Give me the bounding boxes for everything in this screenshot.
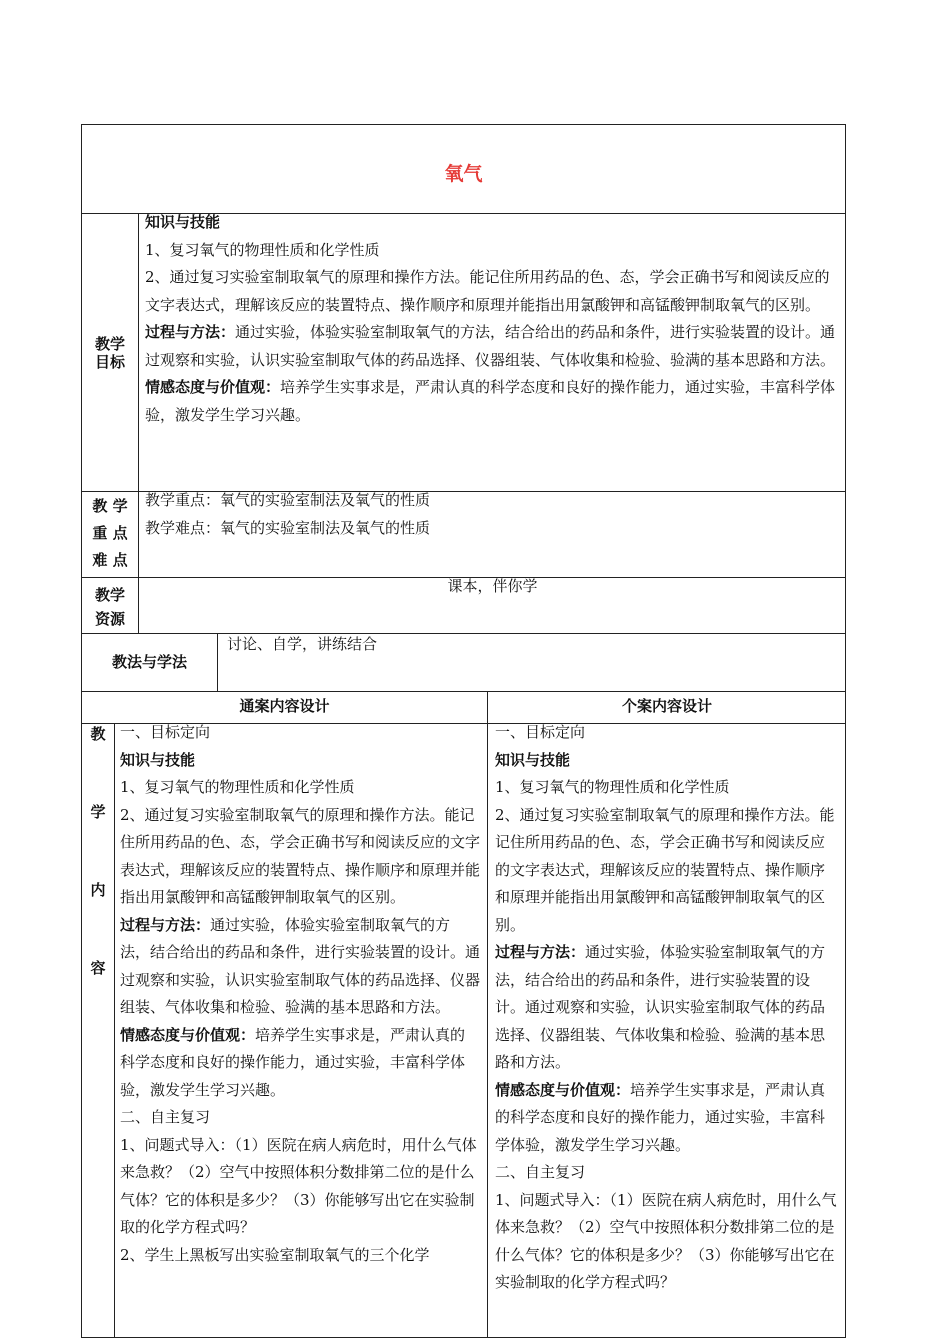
side-label-char: 学 xyxy=(90,803,106,821)
individual-item-2: 2、通过复习实验室制取氧气的原理和操作方法。能记住所用药品的色、态，学会正确书写和阅读反应的文字表达式，理解该反应的装置特点、操作顺序和原理并能指出用氯酸钾和高锰酸钾制取氧气的区别。 xyxy=(495,805,835,934)
common-emotion xyxy=(120,1022,480,1105)
individual-item-1: 1、复习氧气的物理性质和化学性质 xyxy=(495,778,730,796)
resources-label-line1: 教学 xyxy=(94,586,125,604)
common-item-2: 2、通过复习实验室制取氧气的原理和操作方法。能记住所用药品的色、态，学会正确书写和阅读反应的文字表达式，理解该反应的装置特点、操作顺序和原理并能指出用氯酸钾和高锰酸钾制取氧气的区别。 xyxy=(120,805,481,906)
objectives-label-line1: 教学 xyxy=(94,335,125,353)
keypoints-label-line1: 教 学 xyxy=(92,497,128,515)
common-question-2: 2、学生上黑板写出实验室制取氧气的三个化学 xyxy=(120,1245,430,1264)
individual-emotion xyxy=(495,1077,839,1160)
keypoints-focus: 教学重点：氧气的实验室制法及氧气的性质 xyxy=(145,491,431,509)
objectives-emotion xyxy=(145,374,842,429)
keypoints-content xyxy=(145,487,842,542)
common-heading-knowledge: 知识与技能 xyxy=(120,750,196,769)
common-heading-emotion: 情感态度与价值观： xyxy=(120,1025,256,1044)
objectives-emotion-text: 培养学生实事求是，严肃认真的科学态度和良好的操作能力，通过实验，丰富科学体验，激发学生学习兴趣。 xyxy=(145,378,836,424)
objectives-process-text: 通过实验，体验实验室制取氧气的方法，结合给出的药品和条件，进行实验装置的设计。通过观察和实验，认识实验室制取气体的药品选择、仪器组装、气体收集和检验、验满的基本思路和方法。 xyxy=(145,323,836,369)
page-title: 氧气 xyxy=(444,163,483,185)
individual-heading-emotion: 情感态度与价值观： xyxy=(495,1080,631,1099)
individual-section-2: 二、自主复习 xyxy=(495,1163,586,1181)
divider xyxy=(487,691,488,1338)
divider xyxy=(217,633,218,691)
individual-question-1: 1、问题式导入：（1）医院在病人病危时，用什么气体来急救？（2）空气中按照体积分数排第二位的是什么气体？它的体积是多少？（3）你能够写出它在实验制取的化学方程式吗？ xyxy=(495,1190,837,1291)
keypoints-label-line2: 重 点 xyxy=(92,524,128,542)
individual-heading-process: 过程与方法： xyxy=(495,943,586,961)
side-label-char: 教 xyxy=(90,725,106,743)
objectives-label xyxy=(82,335,138,371)
common-design-content xyxy=(120,719,480,1269)
individual-section-1: 一、目标定向 xyxy=(495,723,586,741)
objectives-process xyxy=(145,319,842,374)
individual-process-text: 通过实验，体验实验室制取氧气的方法，结合给出的药品和条件，进行实验装置的设计。通过观察和实验，认识实验室制取气体的药品选择、仪器组装、气体收集和检验、验满的基本思路和方法。 xyxy=(495,943,826,1071)
common-question-1: 1、问题式导入：（1）医院在病人病危时，用什么气体来急救？（2）空气中按照体积分数排第二位的是什么气体？它的体积是多少？（3）你能够写出它在实验制取的化学方程式吗？ xyxy=(120,1135,477,1236)
common-process-text: 通过实验，体验实验室制取氧气的方法，结合给出的药品和条件，进行实验装置的设计。通过观察和实验，认识实验室制取气体的药品选择、仪器组装、气体收集和检验、验满的基本思路和方法。 xyxy=(120,915,481,1016)
resources-label-line2: 资源 xyxy=(94,610,125,628)
objectives-item-2: 2、通过复习实验室制取氧气的原理和操作方法。能记住所用药品的色、态，学会正确书写和阅读反应的文字表达式，理解该反应的装置特点、操作顺序和原理并能指出用氯酸钾和高锰酸钾制取氧气的区别。 xyxy=(145,268,830,314)
methods-text: 讨论、自学，讲练结合 xyxy=(227,635,378,653)
common-design-header: 通案内容设计 xyxy=(239,697,330,715)
objectives-item-1: 1、复习氧气的物理性质和化学性质 xyxy=(145,240,380,259)
keypoints-label-line3: 难 点 xyxy=(92,551,128,569)
keypoints-label xyxy=(82,493,138,574)
resources-text: 课本，伴你学 xyxy=(447,577,538,595)
divider xyxy=(138,213,139,633)
objectives-heading-process: 过程与方法： xyxy=(145,323,236,341)
divider xyxy=(114,723,115,1338)
divider xyxy=(82,691,846,692)
objectives-label-line2: 目标 xyxy=(94,353,125,371)
resources-label xyxy=(82,583,138,631)
keypoints-difficulty: 教学难点：氧气的实验室制法及氧气的性质 xyxy=(145,518,431,537)
objectives-content xyxy=(145,209,842,429)
side-label-char: 内 xyxy=(90,881,106,899)
side-label-char: 容 xyxy=(90,959,106,977)
common-emotion-text: 培养学生实事求是，严肃认真的科学态度和良好的操作能力，通过实验，丰富科学体验，激发学生学习兴趣。 xyxy=(120,1025,466,1099)
common-process xyxy=(120,912,480,1022)
common-section-1: 一、目标定向 xyxy=(120,723,211,741)
common-item-1: 1、复习氧气的物理性质和化学性质 xyxy=(120,778,355,796)
individual-heading-knowledge: 知识与技能 xyxy=(495,750,571,769)
methods-label: 教法与学法 xyxy=(111,653,187,671)
individual-emotion-text: 培养学生实事求是，严肃认真的科学态度和良好的操作能力，通过实验，丰富科学体验，激发学生学习兴趣。 xyxy=(495,1080,826,1154)
individual-design-content xyxy=(495,719,839,1297)
lesson-plan-table xyxy=(81,124,846,1338)
individual-process xyxy=(495,939,839,1077)
common-section-2: 二、自主复习 xyxy=(120,1108,211,1126)
objectives-heading-knowledge: 知识与技能 xyxy=(145,213,221,231)
common-heading-process: 过程与方法： xyxy=(120,915,211,934)
objectives-heading-emotion: 情感态度与价值观： xyxy=(145,378,281,396)
individual-design-header: 个案内容设计 xyxy=(621,697,712,715)
